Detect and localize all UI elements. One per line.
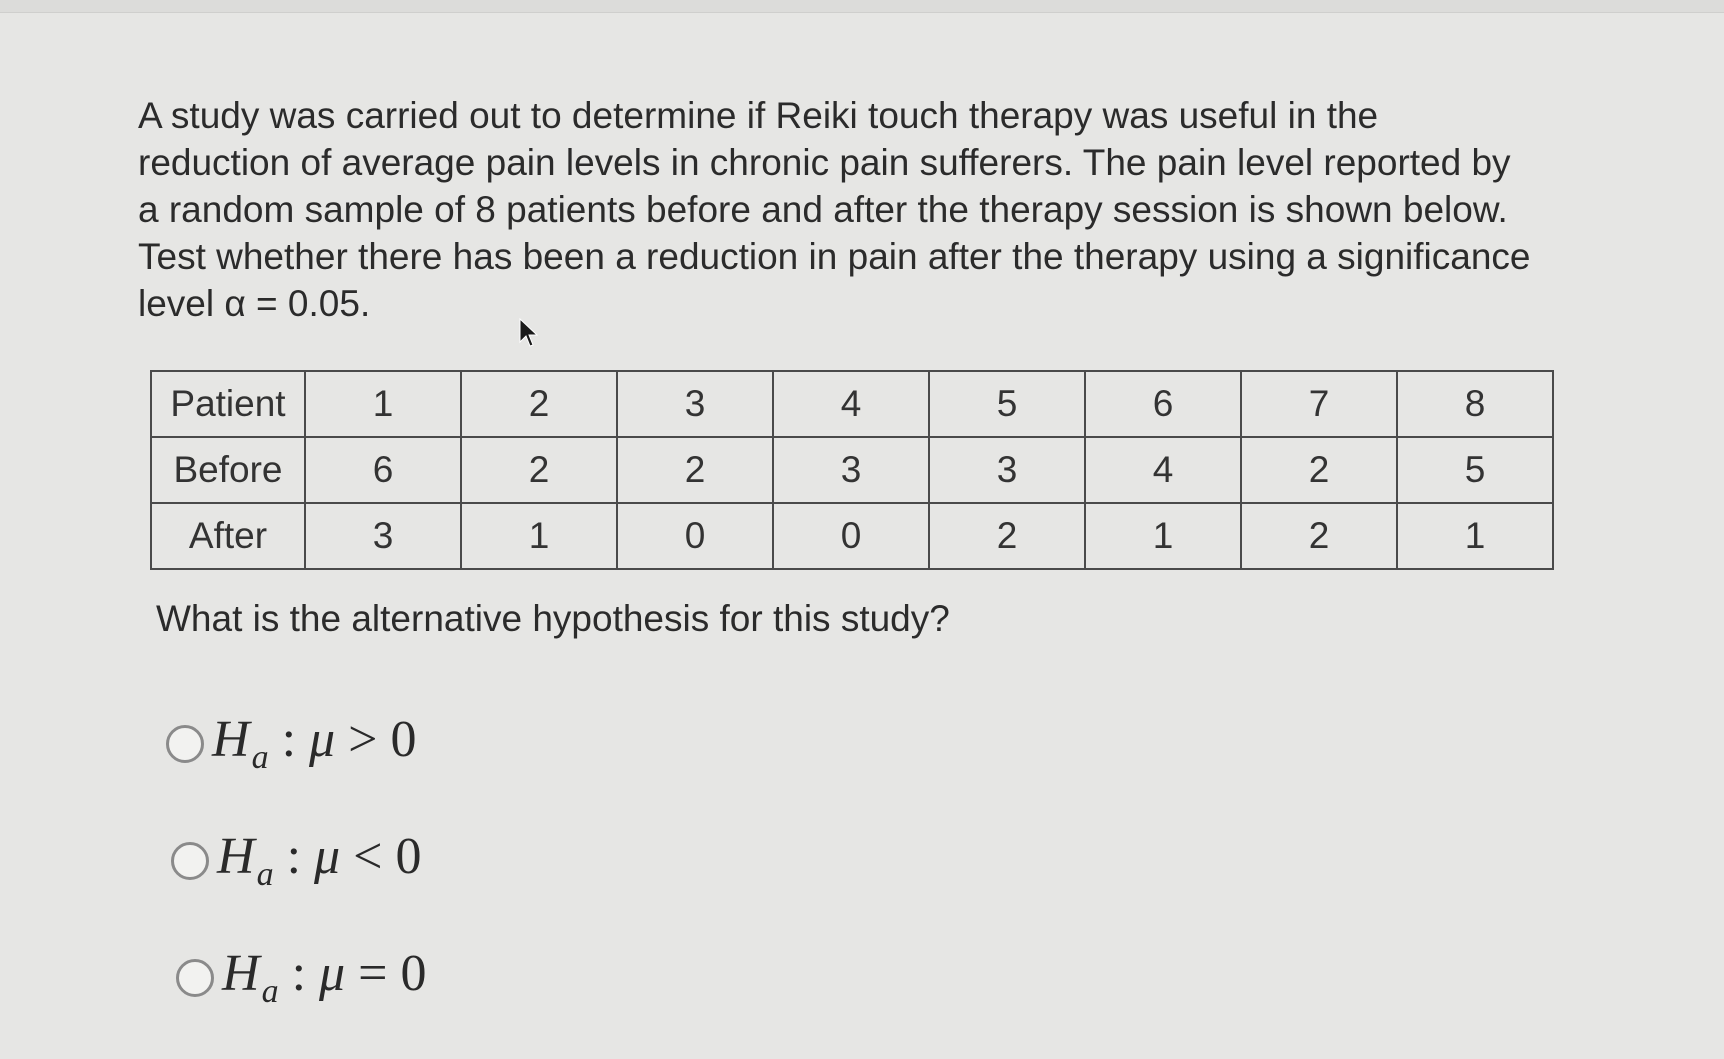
- table-row-after: [151, 503, 1553, 569]
- formula-colon: :: [278, 945, 320, 1002]
- table-row-patient: [151, 371, 1553, 437]
- formula-relation: = 0: [345, 945, 427, 1002]
- table-cell: 2: [461, 371, 617, 437]
- hypothesis-formula: [222, 944, 426, 1011]
- table-cell: 2: [1241, 503, 1397, 569]
- answer-option-greater[interactable]: [166, 710, 416, 777]
- table-cell: 6: [1085, 371, 1241, 437]
- question-line: reduction of average pain levels in chronic pain sufferers. The pain level reported by: [138, 142, 1511, 183]
- table-cell: 2: [1241, 437, 1397, 503]
- formula-h: H: [217, 828, 255, 885]
- table-row-before: [151, 437, 1553, 503]
- question-line: Test whether there has been a reduction in pain after the therapy using a significance: [138, 236, 1531, 277]
- mouse-cursor-icon: [518, 318, 538, 350]
- table-cell: 1: [461, 503, 617, 569]
- table-cell: 5: [929, 371, 1085, 437]
- answer-option-equal[interactable]: [176, 944, 426, 1011]
- table-cell: 2: [617, 437, 773, 503]
- top-edge-divider: [0, 0, 1724, 13]
- table-cell: 2: [461, 437, 617, 503]
- row-header: After: [151, 503, 305, 569]
- table-cell: 2: [929, 503, 1085, 569]
- formula-relation: < 0: [340, 828, 422, 885]
- hypothesis-formula: [217, 827, 421, 894]
- formula-subscript: a: [256, 856, 274, 893]
- formula-h: H: [212, 711, 250, 768]
- table-cell: 3: [305, 503, 461, 569]
- formula-colon: :: [273, 828, 315, 885]
- formula-colon: :: [268, 711, 310, 768]
- table-cell: 1: [1397, 503, 1553, 569]
- answer-option-less[interactable]: [171, 827, 421, 894]
- formula-mu: μ: [309, 711, 336, 768]
- table-cell: 8: [1397, 371, 1553, 437]
- radio-button[interactable]: [171, 842, 209, 880]
- question-text: [138, 92, 1578, 327]
- table-cell: 0: [773, 503, 929, 569]
- table-cell: 1: [305, 371, 461, 437]
- formula-mu: μ: [314, 828, 341, 885]
- question-line: level α = 0.05.: [138, 283, 371, 324]
- formula-subscript: a: [251, 739, 269, 776]
- table-cell: 6: [305, 437, 461, 503]
- radio-button[interactable]: [166, 725, 204, 763]
- table-cell: 1: [1085, 503, 1241, 569]
- row-header: Patient: [151, 371, 305, 437]
- formula-mu: μ: [319, 945, 346, 1002]
- table-cell: 3: [929, 437, 1085, 503]
- table-cell: 5: [1397, 437, 1553, 503]
- question-line: A study was carried out to determine if Reiki touch therapy was useful in the: [138, 95, 1379, 136]
- pain-data-table: [150, 370, 1554, 570]
- formula-subscript: a: [261, 973, 279, 1010]
- row-header: Before: [151, 437, 305, 503]
- question-line: a random sample of 8 patients before and after the therapy session is shown below.: [138, 189, 1508, 230]
- hypothesis-prompt: What is the alternative hypothesis for this study?: [156, 598, 950, 639]
- formula-relation: > 0: [335, 711, 417, 768]
- table-cell: 4: [773, 371, 929, 437]
- radio-button[interactable]: [176, 959, 214, 997]
- table-cell: 0: [617, 503, 773, 569]
- formula-h: H: [222, 945, 260, 1002]
- table-cell: 7: [1241, 371, 1397, 437]
- table-cell: 3: [773, 437, 929, 503]
- table-cell: 3: [617, 371, 773, 437]
- hypothesis-formula: [212, 710, 416, 777]
- table-cell: 4: [1085, 437, 1241, 503]
